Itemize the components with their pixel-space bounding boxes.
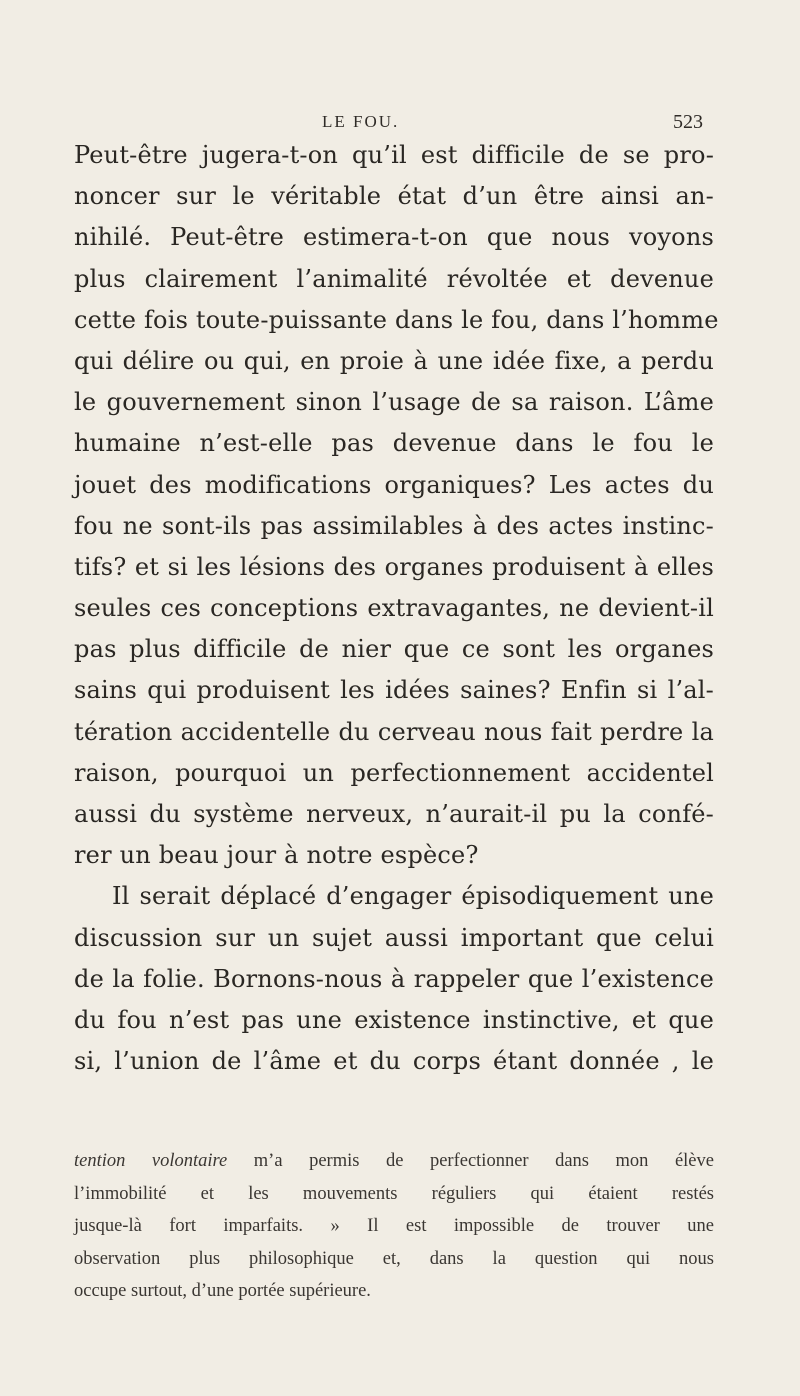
text-line: fou ne sont-ils pas assimilables à des actes instinc- (74, 511, 714, 540)
footnote-first-line-rest: m’a permis de perfectionner dans mon élève (227, 1151, 714, 1171)
text-line: tération accidentelle du cerveau nous fait perdre la (74, 717, 714, 746)
text-line: nihilé. Peut-être estimera-t-on que nous voyons (74, 223, 714, 252)
text-line: sains qui produisent les idées saines? Enfin si l’al- (74, 676, 714, 705)
footnote-line: occupe surtout, d’une portée supérieure. (74, 1281, 371, 1301)
text-line: raison, pourquoi un perfectionnement accidentel (74, 758, 714, 787)
footnote-line: observation plus philosophique et, dans la question qui nous (74, 1248, 714, 1269)
page-number: 523 (673, 111, 703, 133)
paragraph-end-line: rer un beau jour à notre espèce? (74, 841, 479, 870)
text-line: aussi du système nerveux, n’aurait-il pu la confé- (74, 800, 714, 828)
text-line: jouet des modifications organiques? Les actes du (74, 470, 714, 499)
text-line: seules ces conceptions extravagantes, ne devient-il (74, 594, 714, 623)
paragraph-start-line: Il serait déplacé d’engager épisodiquement une (112, 882, 714, 911)
text-line: discussion sur un sujet aussi important que celui (74, 923, 714, 952)
text-line: cette fois toute-puissante dans le fou, dans l’homme (74, 305, 719, 334)
text-line: le gouvernement sinon l’usage de sa raison. L’âme (74, 388, 714, 417)
text-line: noncer sur le véritable état d’un être ainsi an- (74, 182, 714, 211)
footnote-line: jusque-là fort imparfaits. » Il est impossible de trouver une (74, 1216, 714, 1236)
text-line: de la folie. Bornons-nous à rappeler que l’existence (74, 964, 714, 993)
footnote-line: l’immobilité et les mouvements réguliers qui étaient restés (74, 1183, 714, 1204)
text-line: plus clairement l’animalité révoltée et devenue (74, 264, 714, 293)
text-line: du fou n’est pas une existence instinctive, et que (74, 1005, 714, 1034)
running-title: LE FOU. (322, 112, 400, 131)
footnote (74, 1145, 714, 1308)
main-text (74, 135, 719, 1082)
footnote-italic-lead: tention volontaire (74, 1151, 228, 1171)
footnote-line (74, 1145, 714, 1178)
text-line: tifs? et si les lésions des organes produisent à elles (74, 552, 714, 581)
text-line: si, l’union de l’âme et du corps étant donnée , le (74, 1047, 714, 1076)
text-line: qui délire ou qui, en proie à une idée fixe, a perdu (74, 346, 714, 375)
text-line: pas plus difficile de nier que ce sont les organes (74, 635, 714, 664)
text-line: Peut-être jugera-t-on qu’il est difficile de se pro- (74, 141, 714, 169)
text-line: humaine n’est-elle pas devenue dans le fou le (74, 429, 714, 458)
